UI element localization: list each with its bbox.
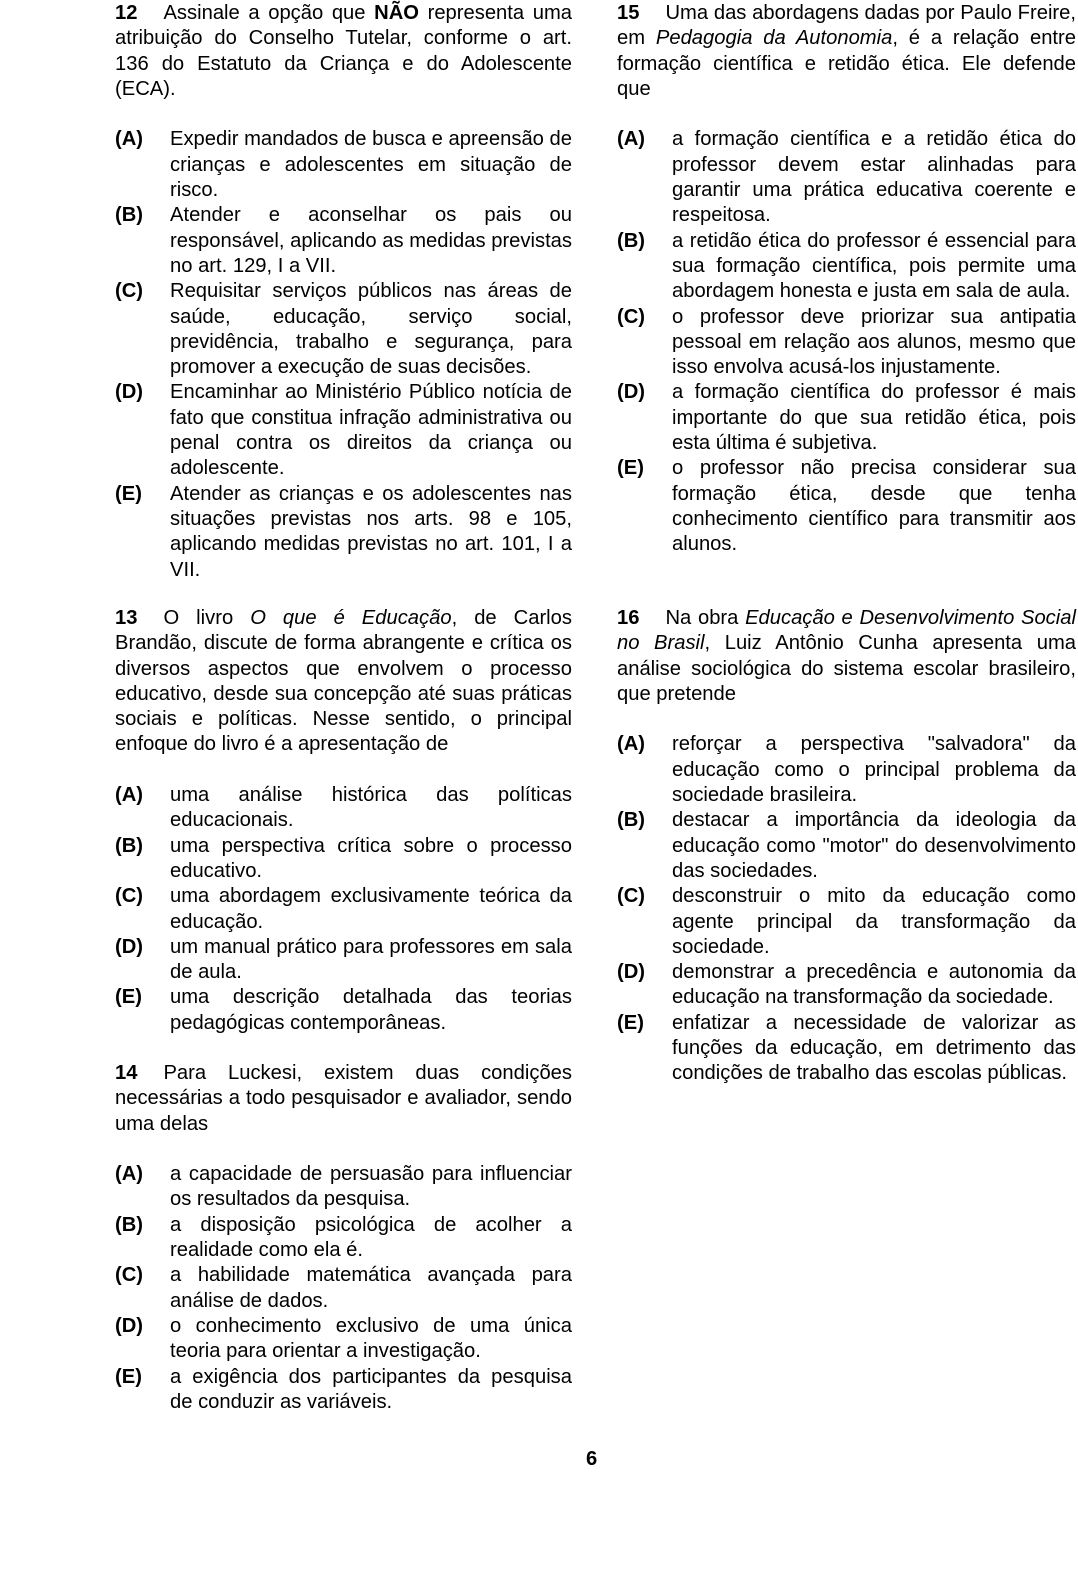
option-text: desconstruir o mito da educação como agente principal da transformação da sociedade.: [672, 885, 1076, 958]
option-label: (E): [617, 1011, 644, 1034]
option-text: a habilidade matemática avançada para análise de dados.: [170, 1264, 572, 1312]
option-label: (B): [617, 809, 646, 832]
stem-text: Uma das abordagens dadas por Paulo Freire, em: [617, 2, 1076, 50]
question-14: [115, 1061, 572, 1415]
option-b: [617, 229, 1076, 305]
stem-text: Para Luckesi, existem duas condições necessárias a todo pesquisador e avaliador, sendo uma delas: [115, 1062, 572, 1135]
options-list: [115, 783, 572, 1036]
option-label: (A): [115, 128, 144, 151]
stem-text: , de Carlos Brandão, discute de forma abrangente e crítica os diversos aspectos que envolvem o processo educativo, desde sua concepção até suas práticas sociais e políticas. Nesse sentido, o principal enfoque do livro é a apresentação de: [115, 607, 572, 756]
question-stem: [115, 1061, 572, 1137]
question-stem: [115, 1, 572, 102]
option-label: (B): [617, 229, 646, 252]
option-text: Atender e aconselhar os pais ou responsável, aplicando as medidas previstas no art. 129, I a VII.: [170, 204, 572, 277]
option-text: a retidão ética do professor é essencial para sua formação científica, pois permite uma abordagem honesta e justa em sala de aula.: [672, 229, 1076, 303]
option-label: (C): [617, 305, 646, 328]
stem-text: representa uma atribuição do Conselho Tutelar, conforme o art. 136 do Estatuto da Criança e do Adolescente (ECA).: [115, 2, 572, 100]
question-15: [617, 1, 1076, 558]
option-d: [115, 1314, 572, 1365]
option-label: (D): [617, 381, 646, 404]
option-text: Encaminhar ao Ministério Público notícia de fato que constitua infração administrativa ou penal contra os direitos da criança ou adolescente.: [170, 381, 572, 480]
option-label: (A): [115, 784, 144, 807]
option-label: (C): [115, 1264, 144, 1287]
options-list: [115, 127, 572, 582]
option-text: um manual prático para professores em sala de aula.: [170, 935, 572, 984]
option-text: demonstrar a precedência e autonomia da educação na transformação da sociedade.: [672, 961, 1076, 1009]
option-text: uma abordagem exclusivamente teórica da educação.: [170, 885, 572, 933]
option-text: reforçar a perspectiva "salvadora" da educação como o principal problema da sociedade brasileira.: [672, 733, 1076, 807]
option-a: [115, 783, 572, 834]
page-number: 6: [586, 1448, 598, 1470]
question-13: [115, 606, 572, 1036]
option-text: Atender as crianças e os adolescentes nas situações previstas nos arts. 98 e 105, aplicando medidas previstas no art. 101, I a VII.: [170, 482, 572, 581]
option-text: o professor não precisa considerar sua formação ética, desde que tenha conhecimento científico para transmitir aos alunos.: [672, 457, 1076, 556]
question-number: 15: [617, 2, 640, 24]
option-label: (B): [115, 834, 144, 857]
option-label: (D): [115, 1314, 144, 1337]
option-label: (C): [617, 885, 646, 908]
option-label: (E): [115, 482, 142, 505]
stem-text: , é a relação entre formação científica e retidão ética. Ele defende que: [617, 27, 1076, 100]
question-number: 13: [115, 607, 138, 629]
option-text: a disposição psicológica de acolher a realidade como ela é.: [170, 1213, 572, 1262]
option-c: [115, 279, 572, 380]
option-b: [617, 808, 1076, 884]
emphasis-text: NÃO: [374, 2, 419, 24]
question-16: [617, 606, 1076, 1087]
option-label: (A): [115, 1163, 144, 1186]
option-label: (E): [115, 1365, 142, 1388]
option-label: (D): [115, 935, 144, 958]
stem-text: Assinale a opção que: [163, 2, 375, 24]
option-text: a formação científica do professor é mais importante do que sua retidão ética, pois esta última é subjetiva.: [672, 381, 1076, 455]
option-text: Requisitar serviços públicos nas áreas de saúde, educação, serviço social, previdência, trabalho e segurança, para promover a execução de suas decisões.: [170, 280, 572, 379]
option-text: o professor deve priorizar sua antipatia pessoal em relação aos alunos, mesmo que isso envolva acusá-los injustamente.: [672, 305, 1076, 379]
option-text: a exigência dos participantes da pesquisa de conduzir as variáveis.: [170, 1365, 572, 1413]
option-a: [115, 127, 572, 203]
option-label: (E): [115, 986, 142, 1009]
option-label: (C): [115, 280, 144, 303]
option-label: (B): [115, 1213, 144, 1236]
option-c: [115, 1263, 572, 1314]
option-a: [617, 127, 1076, 228]
option-c: [115, 884, 572, 935]
question-stem: [617, 606, 1076, 707]
option-text: uma descrição detalhada das teorias pedagógicas contemporâneas.: [170, 986, 572, 1034]
option-b: [115, 1213, 572, 1264]
option-label: (B): [115, 204, 144, 227]
option-label: (C): [115, 885, 144, 908]
option-d: [115, 935, 572, 986]
option-label: (A): [617, 733, 646, 756]
option-label: (D): [617, 961, 646, 984]
option-label: (D): [115, 381, 144, 404]
option-text: enfatizar a necessidade de valorizar as funções da educação, em detrimento das condições de trabalho das escolas públicas.: [672, 1011, 1076, 1085]
option-b: [115, 203, 572, 279]
option-d: [617, 960, 1076, 1011]
option-d: [115, 380, 572, 481]
option-text: Expedir mandados de busca e apreensão de crianças e adolescentes em situação de risco.: [170, 128, 572, 202]
option-c: [617, 305, 1076, 381]
option-text: o conhecimento exclusivo de uma única teoria para orientar a investigação.: [170, 1314, 572, 1363]
question-stem: [617, 1, 1076, 102]
option-e: [617, 456, 1076, 557]
option-a: [115, 1162, 572, 1213]
question-12: [115, 1, 572, 583]
option-text: a formação científica e a retidão ética do professor devem estar alinhadas para garantir uma prática educativa coerente e respeitosa.: [672, 128, 1076, 227]
options-list: [617, 732, 1076, 1086]
work-title: O que é Educação: [250, 607, 452, 629]
option-text: a capacidade de persuasão para influenciar os resultados da pesquisa.: [170, 1163, 572, 1211]
option-text: destacar a importância da ideologia da educação como "motor" do desenvolvimento das sociedades.: [672, 809, 1076, 882]
option-e: [115, 482, 572, 583]
option-c: [617, 884, 1076, 960]
option-e: [115, 1365, 572, 1416]
option-text: uma perspectiva crítica sobre o processo educativo.: [170, 834, 572, 882]
question-stem: [115, 606, 572, 758]
question-number: 12: [115, 2, 138, 24]
option-a: [617, 732, 1076, 808]
option-e: [115, 985, 572, 1036]
option-label: (A): [617, 128, 646, 151]
option-d: [617, 380, 1076, 456]
work-title: Educação e Desenvolvimento Social no Brasil: [617, 607, 1076, 655]
options-list: [115, 1162, 572, 1415]
stem-text: Na obra: [665, 607, 746, 629]
option-e: [617, 1011, 1076, 1087]
option-label: (E): [617, 457, 644, 480]
option-text: uma análise histórica das políticas educacionais.: [170, 784, 572, 832]
work-title: Pedagogia da Autonomia: [655, 27, 893, 50]
question-number: 16: [617, 607, 640, 629]
question-number: 14: [115, 1062, 138, 1084]
stem-text: , Luiz Antônio Cunha apresenta uma análise sociológica do sistema escolar brasileiro, que pretende: [617, 632, 1077, 705]
options-list: [617, 127, 1076, 557]
option-b: [115, 834, 572, 885]
stem-text: O livro: [163, 607, 251, 629]
